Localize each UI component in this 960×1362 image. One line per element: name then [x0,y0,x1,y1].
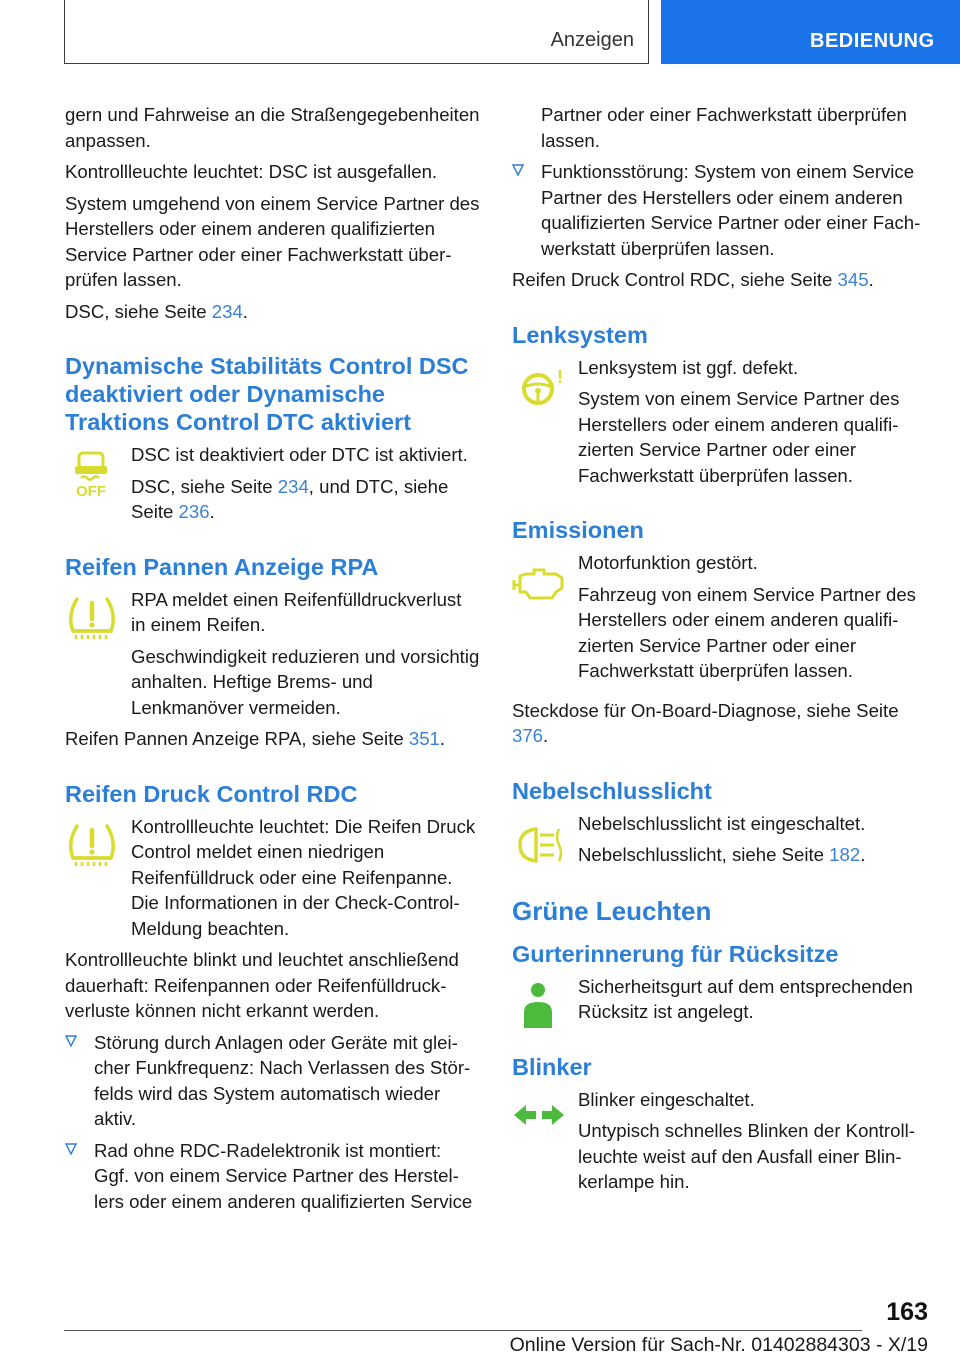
indicator-block-rdc [65,814,480,942]
steering-icon [512,363,566,413]
section-heading-blinker: Blinker [512,1053,592,1080]
paragraph: Motorfunktion gestört. [578,552,758,573]
right-column [512,102,928,1201]
bullet-list [65,1030,480,1215]
engine-icon [512,558,566,608]
paragraph: Kontrollleuchte leuchtet: Die Reifen Druck Control meldet einen niedrigen Reifenfülldruck oder eine Reifenpanne. Die Informationen in der Check-Control-Meldung beachten. [131,815,476,939]
left-column [65,102,480,1220]
paragraph: DSC, siehe Seite 234. [65,300,248,322]
list-item: Rad ohne RDC-Radelektronik ist montiert: Ggf. von einem Service Partner des Herstellers oder einem anderen qualifizierten Service [65,1138,480,1215]
indicator-block-lenksystem [512,355,928,489]
bullet-list [512,102,928,261]
paragraph: Lenksystem ist ggf. defekt. [578,356,799,378]
section-heading-lenksystem: Lenksystem [512,321,648,348]
section-heading-nebelschlusslicht: Nebelschlusslicht [512,777,712,804]
footer-divider [64,1330,862,1331]
list-item-continued: Partner oder einer Fachwerkstatt überprüfen lassen. [541,104,907,151]
dsc-off-icon [65,450,119,500]
svg-text:OFF: OFF [76,483,106,500]
indicator-block-rpa [65,587,480,721]
header-tab-bedienung[interactable]: BEDIENUNG [661,0,960,64]
paragraph: Sicherheitsgurt auf dem entsprechenden Rücksitz ist angelegt. [578,975,913,1022]
section-heading-emissionen: Emissionen [512,517,644,543]
paragraph: DSC ist deaktiviert oder DTC ist aktiviert. [131,444,468,465]
section-heading-rpa: Reifen Pannen Anzeige RPA [65,553,379,580]
footer-version-text: Online Version für Sach-Nr. 01402884303 - X/19 [509,1334,928,1356]
paragraph: Nebelschlusslicht, siehe Seite 182. [578,844,866,865]
seatbelt-person-icon [512,980,566,1030]
indicator-block-nebelschlusslicht [512,811,928,868]
indicator-block-blinker [512,1087,928,1195]
paragraph: Steckdose für On-Board-Diagnose, siehe Seite 376. [512,699,899,746]
triangle-bullet-icon [65,1035,77,1047]
page-link[interactable]: 376 [512,725,544,746]
paragraph: gern und Fahrweise an die Straßengegebenheiten anpassen. [65,104,480,151]
paragraph: RPA meldet einen Reifenfülldruckverlust in einem Reifen. [131,588,462,635]
page-link[interactable]: 182 [829,844,861,865]
indicator-block-emissionen [512,550,928,684]
indicator-block-gurterinnerung [512,974,928,1025]
paragraph: Kontrollleuchte blinkt und leuchtet anschließend dauerhaft: Reifenpannen oder Reifenfülldruckverluste können nicht erkannt werden. [65,949,459,1021]
tire-pressure-icon [65,822,119,872]
paragraph: Fahrzeug von einem Service Partner des Herstellers oder einem anderen qualifizierten Service Partner oder einer Fachwerkstatt überprüfen lassen. [578,583,916,681]
page-link[interactable]: 236 [178,501,210,522]
page-link[interactable]: 351 [408,728,440,749]
page-link[interactable]: 345 [837,269,869,290]
paragraph: Reifen Pannen Anzeige RPA, siehe Seite 351. [65,728,446,749]
paragraph: Geschwindigkeit reduzieren und vorsichtig anhalten. Heftige Brems- und Lenkmanöver vermeiden. [131,645,480,718]
triangle-bullet-icon [512,164,524,176]
paragraph: Nebelschlusslicht ist eingeschaltet. [578,812,866,834]
paragraph: Blinker eingeschaltet. [578,1088,755,1110]
page-link[interactable]: 234 [277,475,309,497]
paragraph: Kontrollleuchte leuchtet: DSC ist ausgefallen. [65,161,438,182]
tire-pressure-icon [65,595,119,645]
list-item: Funktionsstörung: System von einem Service Partner des Herstellers oder einem anderen qualifizierten Service Partner oder einer Fachwerkstatt überprüfen lassen. [512,159,928,261]
svg-text:!: ! [557,366,563,387]
paragraph: DSC, siehe Seite 234, und DTC, siehe Seite 236. [131,475,449,522]
turn-signal-icon [512,1095,566,1145]
list-item: Störung durch Anlagen oder Geräte mit gleicher Funkfrequenz: Nach Verlassen des Störfelds wird das System automatisch wieder aktiv. [65,1030,480,1132]
section-heading-dsc: Dynamische Stabilitäts Control DSC deaktiviert oder Dynamische Traktions Control DTC aktiviert [65,353,469,435]
paragraph: Untypisch schnelles Blinken der Kontrollleuchte weist auf den Ausfall einer Blinkerlampe hin. [578,1120,915,1192]
paragraph: System umgehend von einem Service Partner des Herstellers oder einem anderen qualifizierten Service Partner oder einer Fachwerkstatt überprüfen lassen. [65,192,480,290]
triangle-bullet-icon [65,1143,77,1155]
chapter-heading-gruene-leuchten: Grüne Leuchten [512,895,712,926]
fog-light-icon [512,819,566,869]
section-heading-gurterinnerung: Gurterinnerung für Rücksitze [512,940,839,967]
page-number: 163 [886,1298,928,1326]
section-heading-rdc: Reifen Druck Control RDC [65,780,358,807]
paragraph: System von einem Service Partner des Herstellers oder einem anderen qualifizierten Service Partner oder einer Fachwerkstatt überprüfen lassen. [578,388,900,486]
indicator-block-dsc [65,442,480,525]
page-link[interactable]: 234 [211,300,243,322]
paragraph: Reifen Druck Control RDC, siehe Seite 345. [512,269,874,290]
header-section-title: Anzeigen [550,29,634,51]
